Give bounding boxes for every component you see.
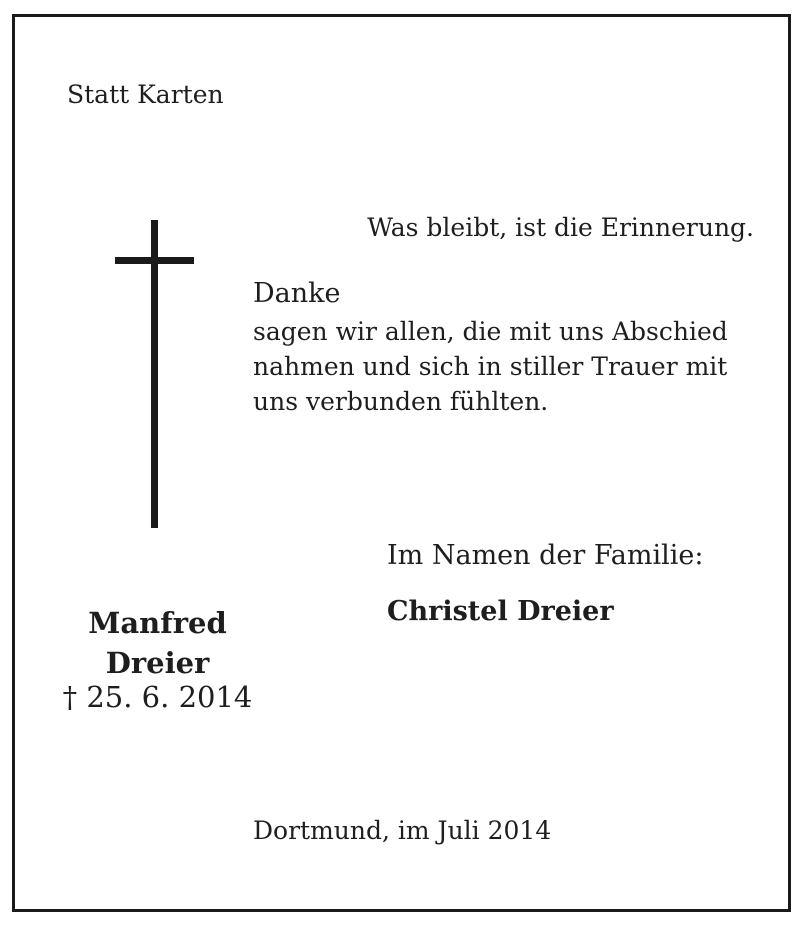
- deceased-name: [50, 603, 265, 683]
- cross-icon: [113, 220, 195, 530]
- death-date: † 25. 6. 2014: [62, 680, 253, 714]
- header-label: Statt Karten: [67, 80, 224, 109]
- thanks-body: [253, 314, 773, 419]
- deceased-last-name: Dreier: [105, 646, 210, 680]
- family-label: Im Namen der Familie:: [387, 540, 704, 571]
- deceased-first-name: Manfred: [88, 606, 227, 640]
- thanks-title: Danke: [253, 278, 341, 309]
- thanks-line: nahmen und sich in stiller Trauer mit: [253, 352, 728, 381]
- place-date: Dortmund, im Juli 2014: [253, 816, 552, 845]
- signer-name: Christel Dreier: [387, 596, 614, 627]
- thanks-line: sagen wir allen, die mit uns Abschied: [253, 317, 728, 346]
- motto-text: Was bleibt, ist die Erinnerung.: [367, 213, 754, 242]
- thanks-line: uns verbunden fühlten.: [253, 387, 549, 416]
